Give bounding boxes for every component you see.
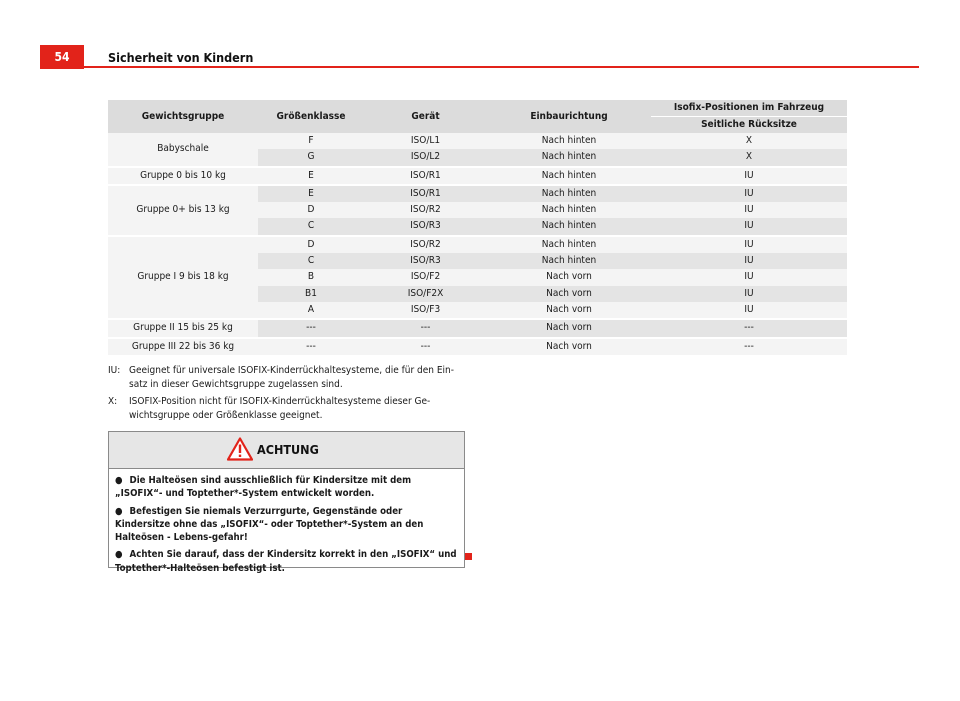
table-row [108, 185, 847, 202]
col-header-device: Gerät [364, 100, 487, 133]
table-cell: Nach hinten [487, 167, 651, 185]
table-cell: ISO/R3 [364, 218, 487, 235]
table-row [108, 167, 847, 185]
warning-header [109, 432, 464, 469]
table-cell: IU [651, 302, 847, 319]
warning-item-text: Die Halteösen sind ausschließlich für Kindersitze mit dem „ISOFIX“- und Toptether*-System entwickelt worden. [115, 475, 412, 500]
table-cell: Nach hinten [487, 185, 651, 202]
legend-text: Geeignet für universale ISOFIX-Kinderrückhaltesysteme, die für den Ein-satz in dieser Gewichtsgruppe zugelassen sind. [129, 365, 454, 390]
legend-item [108, 364, 468, 392]
page-title: Sicherheit von Kindern [108, 50, 254, 65]
table-cell: X [651, 149, 847, 166]
table-cell: D [258, 202, 364, 218]
table-cell: IU [651, 286, 847, 302]
table-cell: --- [258, 338, 364, 355]
col-header-isofix: Isofix-Positionen im Fahrzeug [651, 100, 847, 117]
col-header-direction: Einbaurichtung [487, 100, 651, 133]
table-cell: ISO/R2 [364, 202, 487, 218]
table-row [108, 338, 847, 355]
warning-item [115, 474, 458, 501]
bullet: ● [115, 549, 123, 561]
table-cell: Nach vorn [487, 302, 651, 319]
table-cell: Nach hinten [487, 253, 651, 269]
table-cell: ISO/L1 [364, 133, 487, 149]
table-cell: --- [651, 338, 847, 355]
isofix-table [108, 100, 847, 355]
table-cell: ISO/F2 [364, 269, 487, 285]
legend [108, 364, 468, 426]
table-cell: IU [651, 185, 847, 202]
table-cell: ISO/R1 [364, 167, 487, 185]
table-cell: IU [651, 236, 847, 253]
table-cell: --- [364, 319, 487, 337]
weight-group-cell: Babyschale [108, 133, 258, 167]
table-cell: B1 [258, 286, 364, 302]
table-cell: Nach vorn [487, 338, 651, 355]
table-cell: IU [651, 167, 847, 185]
table-cell: Nach hinten [487, 236, 651, 253]
table-cell: --- [258, 319, 364, 337]
weight-group-cell: Gruppe I 9 bis 18 kg [108, 236, 258, 319]
legend-item [108, 395, 468, 423]
weight-group-cell: Gruppe III 22 bis 36 kg [108, 338, 258, 355]
section-end-marker [465, 553, 472, 560]
table-row [108, 133, 847, 149]
table-cell: D [258, 236, 364, 253]
weight-group-cell: Gruppe 0+ bis 13 kg [108, 185, 258, 236]
table-cell: IU [651, 218, 847, 235]
warning-item-text: Achten Sie darauf, dass der Kindersitz korrekt in den „ISOFIX“ und Toptether*-Halteösen befestigt ist. [115, 549, 457, 574]
table-cell: Nach vorn [487, 269, 651, 285]
table-cell: IU [651, 269, 847, 285]
table-cell: C [258, 253, 364, 269]
warning-item [115, 548, 458, 575]
table-cell: ISO/F2X [364, 286, 487, 302]
table-cell: --- [651, 319, 847, 337]
warning-title: ACHTUNG [257, 442, 319, 457]
table-cell: Nach vorn [487, 319, 651, 337]
table-cell: Nach hinten [487, 202, 651, 218]
col-header-size: Größenklasse [258, 100, 364, 133]
table-cell: ISO/R1 [364, 185, 487, 202]
weight-group-cell: Gruppe II 15 bis 25 kg [108, 319, 258, 337]
bullet: ● [115, 505, 123, 517]
table-cell: F [258, 133, 364, 149]
col-header-weight: Gewichtsgruppe [108, 100, 258, 133]
bullet: ● [115, 475, 123, 486]
table-row [108, 319, 847, 337]
col-subheader-rear-seats: Seitliche Rücksitze [651, 117, 847, 134]
warning-item [115, 505, 458, 545]
table-cell: C [258, 218, 364, 235]
table-row [108, 236, 847, 253]
warning-box [108, 431, 465, 574]
page-number: 54 [40, 45, 84, 69]
warning-triangle-icon [227, 437, 253, 461]
warning-item-text: Befestigen Sie niemals Verzurrgurte, Gegenstände oder Kindersitze ohne das „ISOFIX“- oder Toptether*-System an den Halteösen - Lebens-gefahr! [115, 505, 424, 544]
table-cell: ISO/F3 [364, 302, 487, 319]
legend-text: ISOFIX-Position nicht für ISOFIX-Kinderrückhaltesysteme dieser Ge-wichtsgruppe oder Größenklasse geeignet. [129, 396, 431, 421]
warning-body [109, 469, 464, 575]
table-cell: G [258, 149, 364, 166]
table-cell: ISO/R3 [364, 253, 487, 269]
weight-group-cell: Gruppe 0 bis 10 kg [108, 167, 258, 185]
table-cell: IU [651, 253, 847, 269]
legend-key: X: [108, 396, 118, 407]
table-cell: --- [364, 338, 487, 355]
table-cell: ISO/R2 [364, 236, 487, 253]
table-cell: ISO/L2 [364, 149, 487, 166]
table-cell: B [258, 269, 364, 285]
table-cell: Nach vorn [487, 286, 651, 302]
table-cell: E [258, 167, 364, 185]
table-cell: X [651, 133, 847, 149]
table-body [108, 133, 847, 355]
header-divider [40, 66, 919, 68]
table-cell: IU [651, 202, 847, 218]
table-cell: E [258, 185, 364, 202]
table-cell: Nach hinten [487, 149, 651, 166]
table-cell: A [258, 302, 364, 319]
table-cell: Nach hinten [487, 218, 651, 235]
table-cell: Nach hinten [487, 133, 651, 149]
legend-key: IU: [108, 365, 121, 376]
